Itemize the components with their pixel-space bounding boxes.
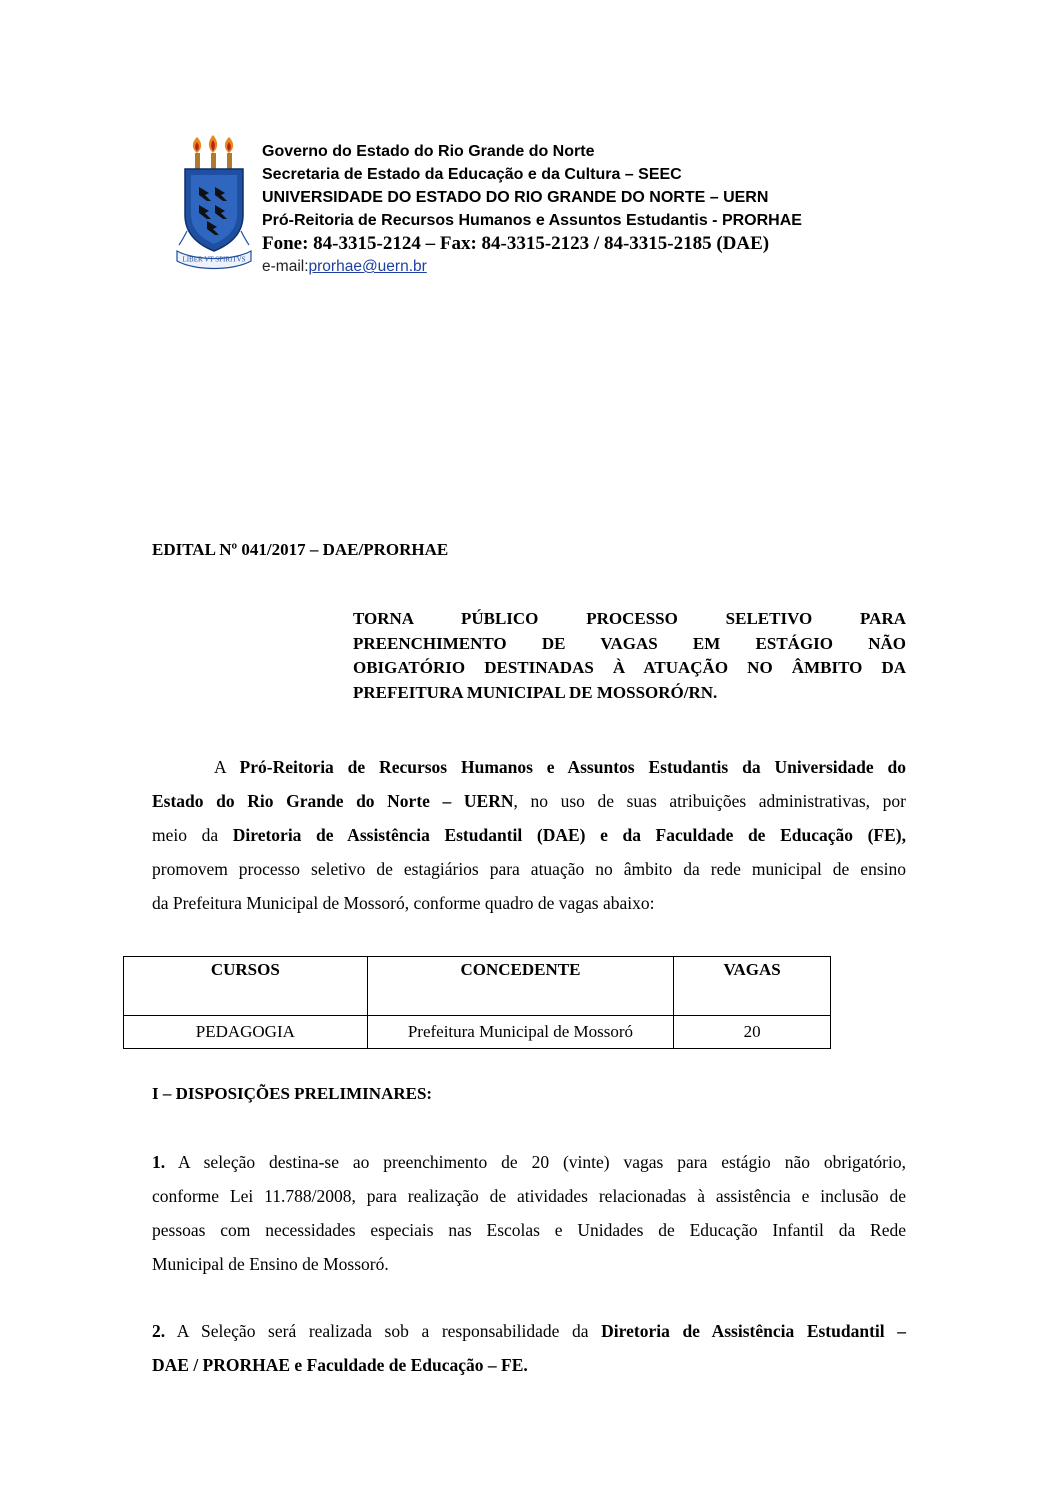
header-email-line: [262, 255, 802, 278]
intro-line: Estado do Rio Grande do Norte – UERN, no uso de suas atribuições administrativas, por: [152, 791, 906, 811]
header-line-secretariat: Secretaria de Estado da Educação e da Cultura – SEEC: [262, 166, 682, 183]
table-header-concedente: CONCEDENTE: [367, 957, 674, 1016]
table-cell-vagas: 20: [674, 1016, 831, 1049]
subject-line: PREENCHIMENTO DE VAGAS EM ESTÁGIO NÃO: [353, 633, 906, 653]
uern-crest-logo: [175, 135, 253, 273]
header-phone: Fone: 84-3315-2124 – Fax: 84-3315-2123 / 84-3315-2185 (DAE): [262, 233, 770, 254]
edital-title: EDITAL Nº 041/2017 – DAE/PRORHAE: [152, 540, 449, 559]
email-label: e-mail:: [262, 258, 309, 275]
email-link[interactable]: prorhae@uern.br: [308, 258, 427, 275]
item-1-paragraph: [152, 1145, 906, 1281]
item-2-paragraph: [152, 1314, 906, 1382]
table-header-row: [124, 957, 831, 1016]
table-row: [124, 1016, 831, 1049]
subject-line: PREFEITURA MUNICIPAL DE MOSSORÓ/RN.: [353, 682, 718, 702]
header-line-government: Governo do Estado do Rio Grande do Norte: [262, 143, 595, 160]
table-header-vagas: VAGAS: [674, 957, 831, 1016]
intro-line: A Pró-Reitoria de Recursos Humanos e Assuntos Estudantis da Universidade do: [214, 757, 906, 777]
table-header-cursos: CURSOS: [124, 957, 368, 1016]
logo-motto: LIBER VT SPIRITVS: [182, 255, 246, 264]
header-line-prorhae: Pró-Reitoria de Recursos Humanos e Assuntos Estudantis - PRORHAE: [262, 212, 802, 229]
intro-line: da Prefeitura Municipal de Mossoró, conforme quadro de vagas abaixo:: [152, 893, 655, 913]
item-1-line: 1. A seleção destina-se ao preenchimento de 20 (vinte) vagas para estágio não obrigatório,: [152, 1152, 906, 1172]
item-2-line: 2. A Seleção será realizada sob a responsabilidade da Diretoria de Assistência Estudantil –: [152, 1321, 906, 1341]
item-1-line: conforme Lei 11.788/2008, para realização de atividades relacionadas à assistência e inclusão de: [152, 1186, 906, 1206]
header-line-university: UNIVERSIDADE DO ESTADO DO RIO GRANDE DO NORTE – UERN: [262, 189, 769, 206]
intro-paragraph: [152, 750, 906, 920]
intro-line: promovem processo seletivo de estagiários para atuação no âmbito da rede municipal de ensino: [152, 859, 906, 879]
item-1-line: pessoas com necessidades especiais nas Escolas e Unidades de Educação Infantil da Rede: [152, 1220, 906, 1240]
letterhead: [175, 135, 895, 285]
vacancies-table: [123, 956, 831, 1049]
table-cell-course: PEDAGOGIA: [124, 1016, 368, 1049]
subject-line: OBIGATÓRIO DESTINADAS À ATUAÇÃO NO ÂMBITO DA: [353, 658, 906, 677]
intro-line: meio da Diretoria de Assistência Estudantil (DAE) e da Faculdade de Educação (FE),: [152, 825, 906, 845]
letterhead-text: [262, 140, 802, 278]
section-title: I – DISPOSIÇÕES PRELIMINARES:: [152, 1084, 433, 1103]
edital-subject: [353, 607, 906, 705]
table-cell-concedente: Prefeitura Municipal de Mossoró: [367, 1016, 674, 1049]
item-1-line: Municipal de Ensino de Mossoró.: [152, 1254, 389, 1274]
item-2-line: DAE / PRORHAE e Faculdade de Educação – FE.: [152, 1355, 528, 1375]
subject-line: TORNA PÚBLICO PROCESSO SELETIVO PARA: [353, 609, 906, 628]
